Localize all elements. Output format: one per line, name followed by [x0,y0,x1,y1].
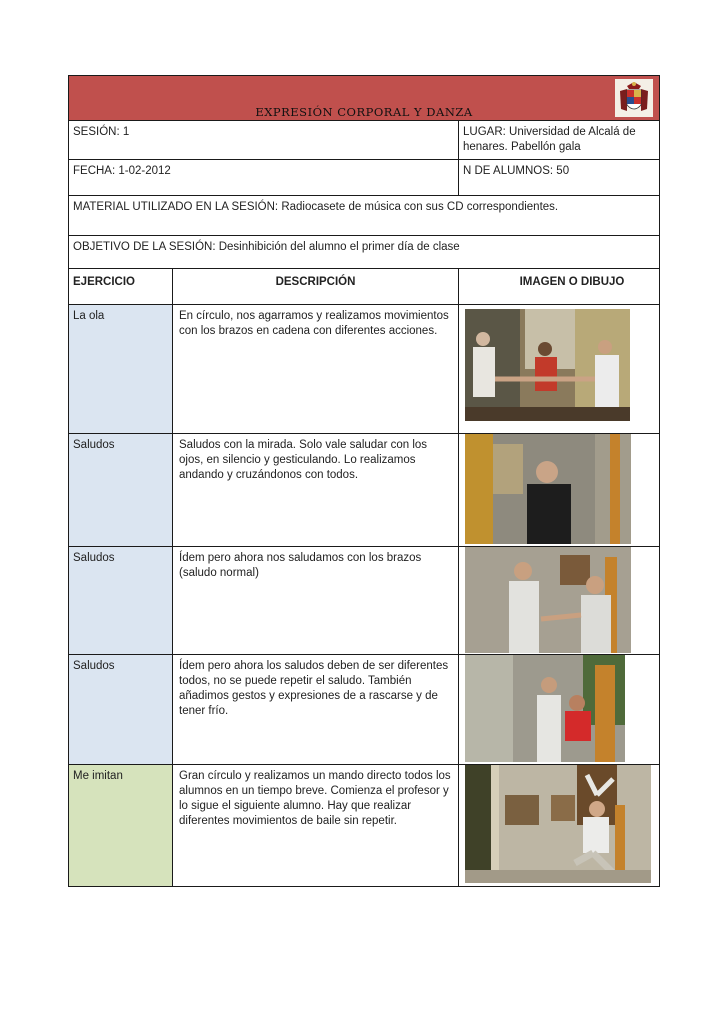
column-header-row [69,268,660,304]
table-row [69,546,660,654]
session-cell [69,121,459,160]
exercise-name: Saludos [73,438,115,451]
table-row [69,304,660,433]
exercise-description: Saludos con la mirada. Solo vale saludar con los ojos, en silencio y gesticulando. Lo realizamos andando y cruzándonos con todos. [179,438,428,481]
title-row [69,76,660,121]
university-crest-icon [615,79,653,117]
exercise-name-cell [69,433,173,546]
exercise-description: En círculo, nos agarramos y realizamos movimientos con los brazos en cadena con diferentes acciones. [179,309,449,337]
exercise-name: Saludos [73,551,115,564]
exercise-description-cell [173,764,459,886]
exercise-photo [465,765,651,883]
session-table [68,75,660,160]
exercise-description: Gran círculo y realizamos un mando directo todos los alumnos en un tiempo breve. Comienza el profesor y lo sigue el siguiente alumno. Hay que realizar diferentes movimientos de baile sin repetir. [179,769,451,827]
exercise-description: Ídem pero ahora nos saludamos con los brazos (saludo normal) [179,551,422,579]
exercise-name-cell [69,654,173,764]
students-cell [459,159,660,195]
exercise-image-cell [459,654,660,764]
exercise-name-cell [69,304,173,433]
exercise-photo [465,655,625,762]
exercise-name: Saludos [73,659,115,672]
objective-cell [69,235,660,268]
session-table-body [68,159,660,887]
exercise-photo [465,309,630,421]
exercise-name: Me imitan [73,769,123,782]
exercise-name-cell [69,764,173,886]
exercise-description-cell [173,546,459,654]
material-cell [69,195,660,235]
material-text: MATERIAL UTILIZADO EN LA SESIÓN: Radiocasete de música con sus CD correspondientes. [73,200,559,213]
column-header-exercise: EJERCICIO [69,268,173,304]
table-row [69,764,660,886]
objective-row [69,235,660,268]
session-date: FECHA: 1-02-2012 [73,164,171,177]
session-number: SESIÓN: 1 [73,126,130,138]
student-count: N DE ALUMNOS: 50 [463,164,570,177]
exercise-description-cell [173,433,459,546]
session-place: LUGAR: Universidad de Alcalá de henares. Pabellón gala [463,126,636,153]
session-sheet [68,75,659,887]
exercise-image-cell [459,764,660,886]
exercise-image-cell [459,433,660,546]
exercise-image-cell [459,304,660,433]
place-cell [459,121,660,160]
date-row [69,159,660,195]
table-row [69,433,660,546]
exercise-photo [465,434,631,544]
column-header-description: DESCRIPCIÓN [173,268,459,304]
exercise-description: Ídem pero ahora los saludos deben de ser diferentes todos, no se puede repetir el saludo. También añadimos gestos y expresiones de a rascarse y de tener frío. [179,659,449,717]
session-row [69,121,660,160]
date-cell [69,159,459,195]
exercise-description-cell [173,654,459,764]
exercise-image-cell [459,546,660,654]
exercise-description-cell [173,304,459,433]
page-title: EXPRESIÓN CORPORAL Y DANZA [255,105,473,119]
exercise-photo [465,547,631,653]
table-row [69,654,660,764]
column-header-image: IMAGEN O DIBUJO [459,268,660,304]
exercise-name-cell [69,546,173,654]
material-row [69,195,660,235]
title-cell [69,76,660,121]
exercise-name: La ola [73,309,105,322]
objective-text: OBJETIVO DE LA SESIÓN: Desinhibición del alumno el primer día de clase [73,240,460,253]
